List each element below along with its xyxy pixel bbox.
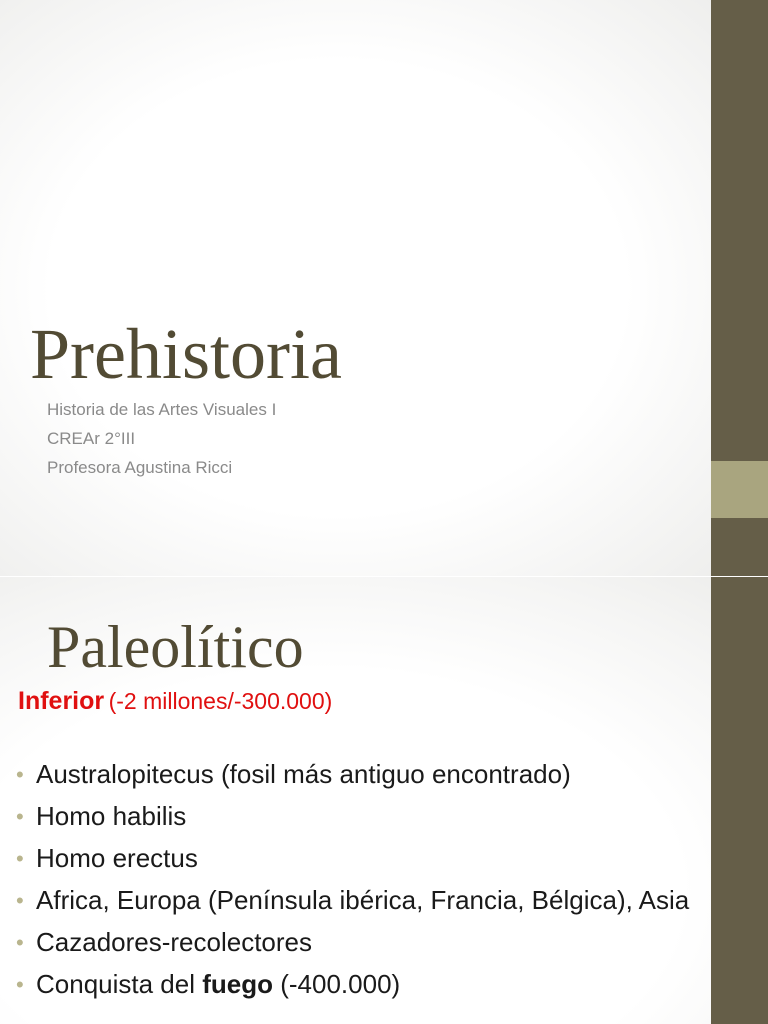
subtitle-course: Historia de las Artes Visuales I (47, 400, 277, 419)
list-item-emphasis: fuego (202, 969, 273, 999)
period-range: (-2 millones/-300.000) (108, 688, 333, 714)
list-item (14, 967, 704, 1002)
list-item (14, 757, 704, 792)
slide-title: Paleolítico (47, 614, 304, 680)
list-item (14, 799, 704, 834)
bullet-icon: • (16, 972, 24, 997)
list-item-text: Cazadores-recolectores (36, 927, 313, 957)
content-slide (0, 577, 768, 1024)
list-item-prefix: Conquista del (36, 969, 203, 999)
bullet-icon: • (16, 846, 24, 871)
list-item-text: Africa, Europa (Península ibérica, Francia, Bélgica), Asia (36, 885, 690, 915)
bullet-icon: • (16, 762, 24, 787)
slide-title: Prehistoria (30, 314, 342, 394)
list-item-text: Australopitecus (fosil más antiguo encontrado) (36, 759, 571, 789)
bullet-icon: • (16, 930, 24, 955)
bullet-icon: • (16, 804, 24, 829)
sidebar-accent-block (711, 461, 768, 518)
subtitle-teacher: Profesora Agustina Ricci (47, 458, 233, 477)
sidebar-band (711, 577, 768, 1024)
subtitle-block (47, 395, 276, 482)
period-heading (18, 687, 332, 716)
list-item (14, 883, 704, 918)
list-item (14, 925, 704, 960)
list-item (14, 841, 704, 876)
list-item-text: Homo erectus (36, 843, 198, 873)
bullet-icon: • (16, 888, 24, 913)
subtitle-class: CREAr 2°III (47, 429, 136, 448)
period-name: Inferior (18, 687, 105, 715)
list-item-suffix: (-400.000) (273, 969, 401, 999)
bullet-list (14, 757, 704, 1009)
list-item-text: Homo habilis (36, 801, 187, 831)
